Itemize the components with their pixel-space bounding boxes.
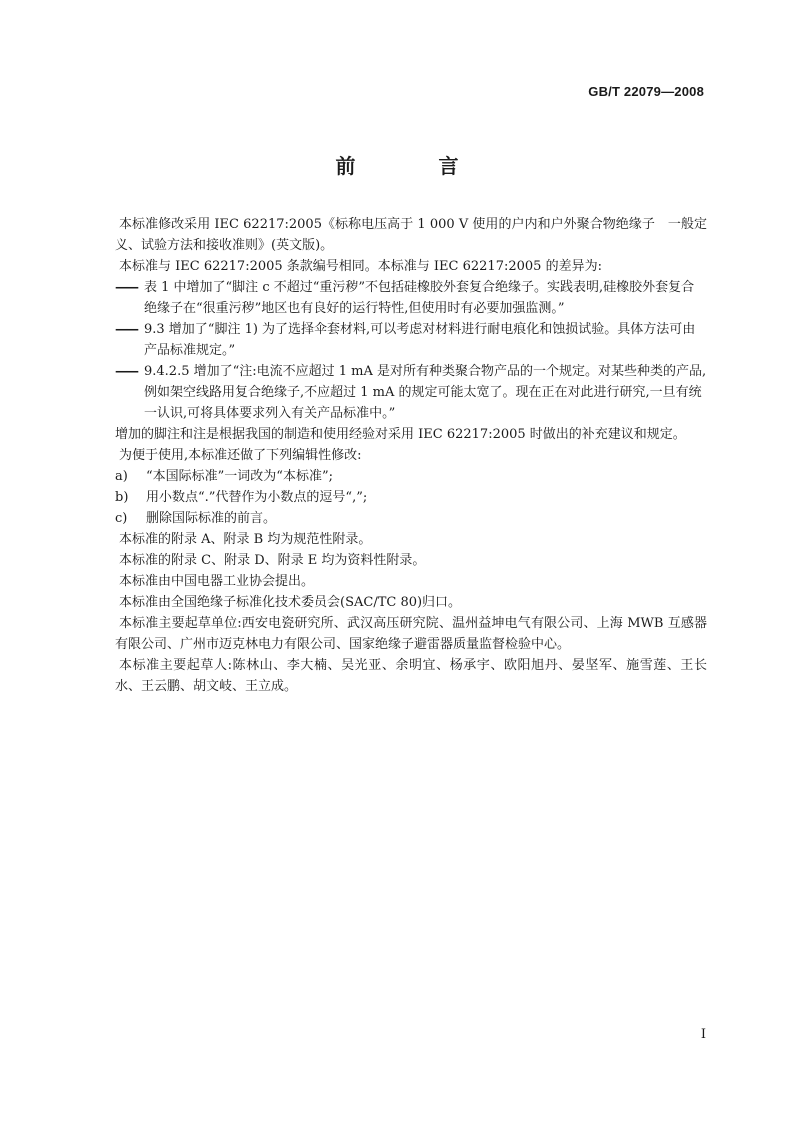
difference-text: 9.4.2.5 增加了“注:电流不应超过 1 mA 是对所有种类聚合物产品的一个规定。对某些种类的产品,例如架空线路用复合绝缘子,不应超过 1 mA 的规定可能太宽了。现在正在对此进行研究,一旦有统一认识,可将具体要求列入有关产品标准中。” xyxy=(144,364,707,421)
paragraph: 本标准由中国电器工业协会提出。 xyxy=(119,574,315,589)
list-marker: c) xyxy=(115,511,128,526)
paragraph: 本标准的附录 C、附录 D、附录 E 均为资料性附录。 xyxy=(119,553,426,568)
edit-item xyxy=(115,487,707,508)
difference-item xyxy=(115,277,707,319)
paragraph: 为便于使用,本标准还做了下列编辑性修改: xyxy=(119,448,362,463)
page-title: 前 言 xyxy=(335,154,497,178)
list-marker: a) xyxy=(115,469,128,484)
paragraph: 本标准主要起草单位:西安电瓷研究所、武汉高压研究院、温州益坤电气有限公司、上海 MWB 互感器有限公司、广州市迈克林电力有限公司、国家绝缘子避雷器质量监督检验中心。 xyxy=(115,616,707,652)
edit-text: 删除国际标准的前言。 xyxy=(146,511,277,526)
standard-code: GB/T 22079—2008 xyxy=(588,84,704,99)
paragraph: 本标准的附录 A、附录 B 均为规范性附录。 xyxy=(119,532,372,547)
dash-mark: —— xyxy=(115,280,137,295)
paragraph: 本标准由全国绝缘子标准化技术委员会(SAC/TC 80)归口。 xyxy=(119,595,462,610)
list-marker: b) xyxy=(115,490,129,505)
edit-text: “本国际标准”一词改为“本标准”; xyxy=(146,469,333,484)
dash-mark: —— xyxy=(115,322,137,337)
page-number: I xyxy=(700,1027,706,1042)
difference-item xyxy=(115,361,707,424)
difference-text: 表 1 中增加了“脚注 c 不超过“重污秽”不包括硅橡胶外套复合绝缘子。实践表明,硅橡胶外套复合绝缘子在“很重污秽”地区也有良好的运行特性,但使用时有必要加强监测。” xyxy=(144,280,695,316)
foreword-body xyxy=(115,214,707,697)
edit-text: 用小数点“.”代替作为小数点的逗号“,”; xyxy=(146,490,368,505)
edit-item xyxy=(115,508,707,529)
paragraph: 本标准修改采用 IEC 62217:2005《标称电压高于 1 000 V 使用的户内和户外聚合物绝缘子 一般定义、试验方法和接收准则》(英文版)。 xyxy=(115,217,707,253)
edit-item xyxy=(115,466,707,487)
paragraph: 本标准与 IEC 62217:2005 条款编号相同。本标准与 IEC 62217:2005 的差异为: xyxy=(119,259,602,274)
dash-mark: —— xyxy=(115,364,137,379)
paragraph: 本标准主要起草人:陈林山、李大楠、吴光亚、余明宜、杨承宇、欧阳旭丹、晏坚军、施雪莲、王长水、王云鹏、胡文岐、王立成。 xyxy=(115,658,707,694)
difference-text: 9.3 增加了“脚注 1) 为了选择伞套材料,可以考虑对材料进行耐电痕化和蚀损试验。具体方法可由产品标准规定。” xyxy=(144,322,696,358)
paragraph: 增加的脚注和注是根据我国的制造和使用经验对采用 IEC 62217:2005 时做出的补充建议和规定。 xyxy=(115,427,686,442)
difference-item xyxy=(115,319,707,361)
